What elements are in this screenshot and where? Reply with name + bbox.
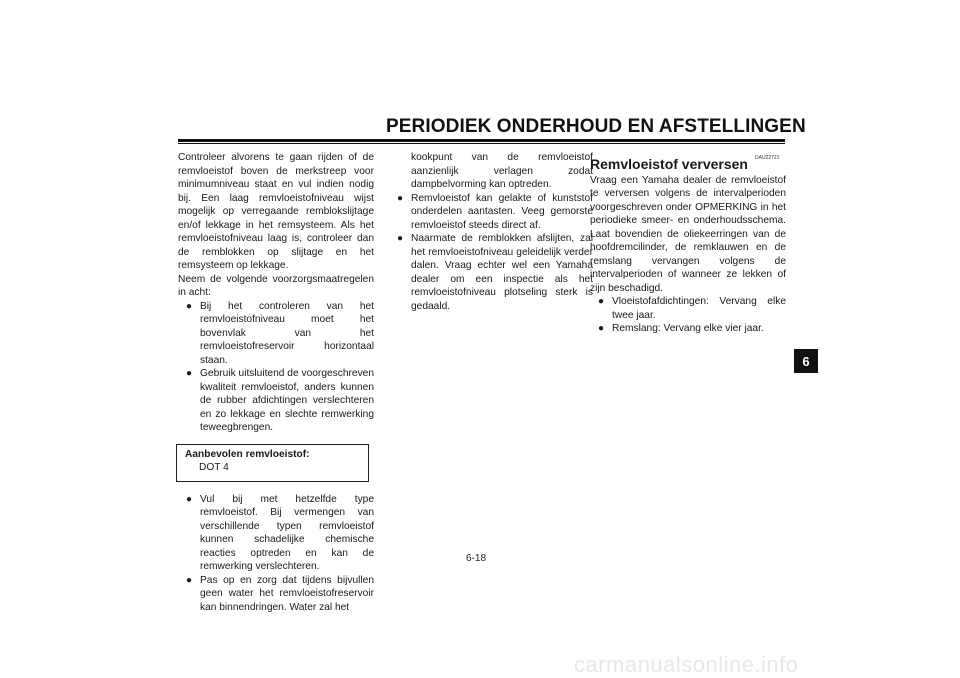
column-1 — [178, 151, 374, 614]
recommended-fluid-value: DOT 4 — [199, 462, 229, 473]
precautions-paragraph: Neem de volgende voorzorgsmaatregelen in acht: — [178, 273, 374, 298]
page-title: PERIODIEK ONDERHOUD EN AFSTELLINGEN — [386, 116, 806, 137]
notes-list — [397, 192, 593, 314]
bullet-icon: ● — [186, 368, 193, 379]
recommended-fluid-title: Aanbevolen remvloeistof: — [185, 448, 310, 460]
bullet-icon: ● — [397, 233, 404, 244]
precautions-list — [178, 300, 374, 435]
section-code: DAU22721 — [755, 155, 780, 161]
list-item: ● Vul bij met hetzelfde type remvloeistof. Bij vermengen van verschillende typen remvloeistof kunnen schadelijke chemische reacties optreden en kan de remwerking verslechteren. — [186, 493, 374, 572]
replacement-list — [590, 295, 786, 336]
section-body: Vraag een Yamaha dealer de remvloeistof te verversen volgens de intervalperioden voorgeschreven onder OPMERKING in het periodieke smeer- en onderhoudsschema. Laat bovendien de oliekeerringen van de hoofdremcilinder, de remklauwen en de remslang vervangen volgens de intervalperioden of wanneer ze lekken of zijn beschadigd. — [590, 174, 786, 294]
header-rule — [178, 139, 785, 142]
section-title: Remvloeistof verversen — [590, 156, 748, 172]
bullet-icon: ● — [186, 300, 193, 312]
list-item: ● Bij het controleren van het remvloeistofniveau moet het bovenvlak van het remvloeistofreservoir horizontaal staan. — [186, 300, 374, 366]
recommended-fluid-box — [176, 444, 369, 482]
list-item: ● Naarmate de remblokken afslijten, zal het remvloeistofniveau geleidelijk verder dalen. Vraag echter wel een Yamaha dealer om een inspectie als het remvloeistofniveau plotseling sterk is gedaald. — [397, 233, 593, 312]
bullet-icon: ● — [598, 296, 605, 307]
watermark: carmanualsonline.info — [574, 652, 799, 677]
chapter-tab: 6 — [794, 349, 818, 373]
list-item: ● Remslang: Vervang elke vier jaar. — [598, 323, 764, 334]
bullet-icon: ● — [186, 574, 193, 586]
page-number: 6-18 — [466, 553, 487, 564]
bullet-icon: ● — [186, 493, 193, 505]
intro-paragraph: Controleer alvorens te gaan rijden of de remvloeistof boven de merkstreep voor minimumniveau staat en vul indien nodig bij. Een laag remvloeistofniveau wijst mogelijk op verregaande remblokslijtage en/of lekkage in het remsysteem. Als het remvloeistofniveau laag is, controleer dan de remblokken op slijtage en het remsysteem op lekkage. — [178, 152, 374, 271]
header-rule-thin — [178, 143, 785, 144]
list-item: ● Gebruik uitsluitend de voorgeschreven kwaliteit remvloeistof, anders kunnen de rubber afdichtingen verslechteren en zo lekkage en slechte remwerking teweegbrengen. — [186, 368, 374, 433]
list-item: ● Pas op en zorg dat tijdens bijvullen geen water het remvloeistofreservoir kan binnendringen. Water zal het — [186, 574, 374, 613]
bullet-icon: ● — [397, 192, 404, 204]
column-2 — [397, 151, 593, 313]
continuation-paragraph: kookpunt van de remvloeistof aanzienlijk verlagen zodat dampbelvorming kan optreden. — [411, 152, 593, 190]
list-item: ● Vloeistofafdichtingen: Vervang elke twee jaar. — [598, 296, 786, 321]
bullet-icon: ● — [598, 323, 605, 334]
list-item: ● Remvloeistof kan gelakte of kunststof onderdelen aantasten. Veeg gemorste remvloeistof steeds direct af. — [397, 192, 593, 231]
column-3 — [590, 151, 786, 336]
precautions-list-2 — [178, 493, 374, 615]
